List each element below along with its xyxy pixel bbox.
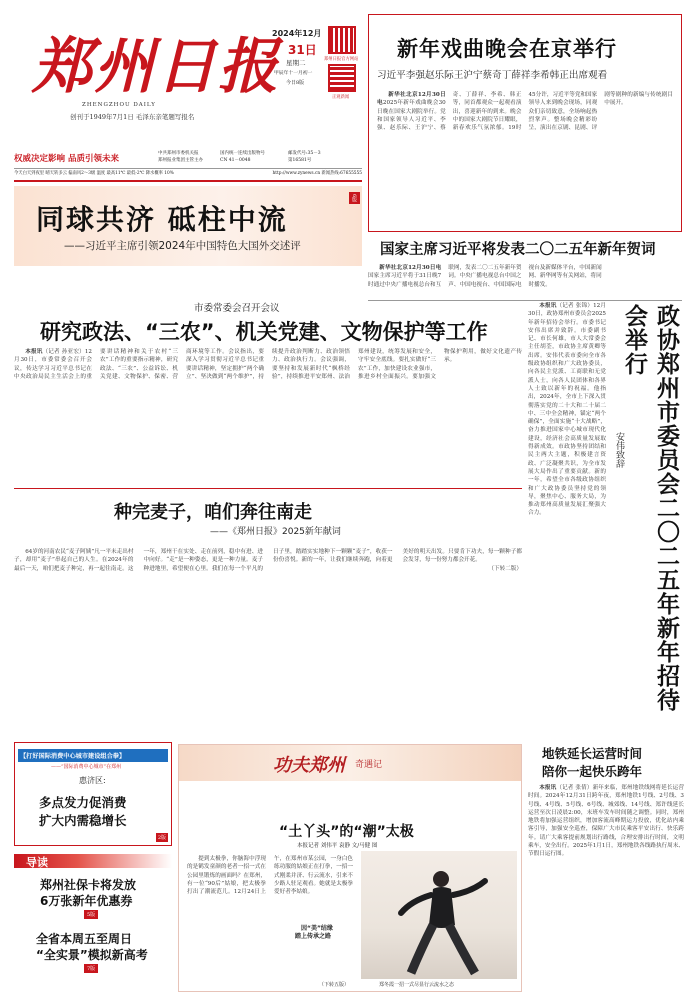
guide-item-1[interactable]: 郑州社保卡将发放: [40, 878, 137, 892]
weather-text: 今天白天到夜里 晴天转多云 偏南风2～3级 温度 最高11℃ 最低-2℃ 降水概率 10%: [14, 171, 174, 176]
metro-headline[interactable]: 地铁延长运营时间: [542, 746, 643, 761]
greeting-body: [368, 264, 682, 296]
meeting-body-text: （记者 孙亚宏）12月30日，市委常委会召开会议，传达学习习近平总书记在中央政治局民主生活会上的重要讲话精神和关于农村“三农”工作的重要指示精神，研究政法、“三农”、公益诉讼、机关党建、文物保护、保密、营商环境等工作。会议指出，要深入学习贯彻习近平总书记重要讲话精神，坚定拥护“两个确立”、坚决做到“两个维护”，持续提升政治判断力、政治领悟力、政治执行力。会议强调，要坚持和发展新时代“枫桥经验”，持续推进平安郑州、法治郑州建设，统筹发展和安全，守牢安全底线。要扎实做好“三农”工作，加快建设农业强市，推进乡村全面振兴。要加强文物保护利用，做好文化遗产传承。: [14, 349, 522, 380]
metro-story[interactable]: [528, 744, 684, 992]
website-text[interactable]: http://www.zynews.cn 新闻热线:67655555: [272, 171, 362, 176]
page-count: 今日8版: [286, 80, 305, 86]
guide-item-1b[interactable]: 6万张新年优惠券: [40, 894, 133, 908]
qr-caption-website: 郑州日报官方网站: [324, 57, 359, 62]
gala-body: [377, 91, 673, 225]
promo-box[interactable]: [14, 742, 172, 846]
gala-body-text: 2025年新年戏曲晚会30日晚在国家大剧院举行。党和国家领导人习近平、李强、赵乐际、王沪宁、蔡奇、丁薛祥、李希、韩正等，同首都观众一起观看演出，喜迎新年的到来。晚会中的国家大剧院节日耀眼，新春欢乐气氛浓郁。19时45分许，习近平等党和国家领导人来到晚会现场，同观众们亲切致意，全场响起热烈掌声。整场晚会精彩纷呈，演出在京剧、昆剧、评剧等剧种的新编与传统剧目中展开。: [377, 92, 673, 132]
greeting-headline[interactable]: 国家主席习近平将发表二〇二五年新年贺词: [380, 242, 656, 258]
qr-code-website[interactable]: [328, 26, 356, 54]
kungfu-banner: [179, 745, 521, 781]
qr-code-app[interactable]: [328, 64, 356, 92]
metro-body: [528, 784, 684, 990]
unity-headline[interactable]: 同球共济 砥柱中流: [36, 203, 288, 236]
gala-lead: 新华社北京12月30日电: [377, 92, 446, 107]
meeting-lead: 本报讯: [25, 349, 43, 355]
publisher-2: 郑州报业集团主管主办: [158, 158, 203, 163]
kungfu-caption: 郑冬霞一招一式尽显行云流水之态: [379, 982, 455, 988]
wheat-headline[interactable]: 种完麦子，咱们奔往南走: [114, 502, 312, 523]
issue-number: 第16581号: [288, 158, 312, 163]
meeting-body: [14, 348, 522, 472]
post-code: 邮发代号:35－3: [288, 151, 321, 156]
weekday: 星期二: [286, 59, 306, 67]
logo: 郑州日报: [32, 32, 280, 102]
greeting-story[interactable]: [368, 236, 682, 298]
weather-bar: [14, 170, 362, 179]
metro-lead: 本报讯: [539, 785, 557, 791]
meeting-kicker: 市委常委会召开会议: [194, 303, 280, 314]
metro-subhead[interactable]: 陪你一起快乐跨年: [542, 764, 643, 779]
kungfu-subhead-2: 踏上传承之路: [295, 933, 332, 940]
guide-item-2[interactable]: 全省本周五至周日: [36, 932, 133, 946]
kungfu-subhead-1: 因“美”结缘: [301, 925, 333, 932]
guide-item-1-page[interactable]: 5版: [84, 910, 98, 919]
cppcc-headline[interactable]: 政协郑州市委员会二〇二五年新年招待会举行: [621, 304, 679, 712]
guide-box: [14, 850, 172, 990]
wheat-continued: （下转二版）: [488, 565, 522, 572]
gala-headline[interactable]: 新年戏曲晚会在京举行: [397, 37, 617, 61]
cppcc-lead: 本报讯: [539, 303, 557, 309]
unity-page-tag[interactable]: 6版: [349, 192, 360, 204]
date-year: 2024年12月: [272, 29, 322, 38]
cppcc-body: [528, 302, 606, 738]
gala-story[interactable]: [368, 14, 682, 232]
promo-page-tag[interactable]: 2版: [157, 835, 166, 841]
guide-item-2-page[interactable]: 7版: [84, 964, 98, 973]
cppcc-story[interactable]: [528, 300, 684, 740]
unity-banner[interactable]: [14, 186, 362, 266]
kungfu-photo[interactable]: [361, 851, 517, 979]
kungfu-body: [187, 855, 353, 989]
unity-subhead: ——习近平主席引领2024年中国特色大国外交述评: [64, 240, 301, 252]
promo-line-1[interactable]: 多点发力促消费: [39, 795, 127, 810]
wheat-subhead: ——《郑州日报》2025新年献词: [210, 527, 341, 537]
logo-english: ZHENGZHOU DAILY: [82, 102, 156, 108]
kungfu-episode[interactable]: “土丫头”的“潮”太极: [279, 824, 414, 840]
kungfu-body-text: 提到太极拳，你脑海中浮现的是鹤发童颜的老者一招一式在公园里锻炼的画面吗？在郑州，有一位“90后”姑娘，把太极拳打出了潮流范儿。12月24日上午，在郑州市某公园，一身白色练功服的姑娘正在打拳，一招一式刚柔并济、行云流水，引来不少路人驻足观看。她就是太极拳爱好者李姑娘。: [187, 856, 353, 896]
cn-number: 国内统一连续出版物号: [220, 151, 265, 156]
publisher-1: 中共郑州市委机关报: [158, 151, 199, 156]
cppcc-body-text: （记者 张锦）12月30日，政协郑州市委员会2025年新年招待会举行。市委书记安伟出席并致辞。市委副书记、市长何雄，市人大常委会主任胡荃，市政协主席黄卿等出席。安伟代表市委向全市各级政协组织和广大政协委员，向各民主党派、工商联和无党派人士，向各人民团体和各界人士致以新年的祝福。他指出，2024年，全市上下深入贯彻落实党的二十大和二十届二中、三中全会精神，锚定“两个确保”，全面实施“十大战略”，奋力推进国家中心城市现代化建设，经济社会高质量发展取得新成效。市政协坚持团结和民主两大主题，积极建言资政、广泛凝聚共识，为全市发展大局作出了重要贡献。新的一年，希望全市各级政协组织和广大政协委员坚持党的领导，聚焦中心、服务大局，为推动郑州高质量发展汇聚强大合力。: [528, 303, 606, 517]
kungfu-story[interactable]: [178, 744, 522, 992]
date-day: 31日: [288, 43, 317, 57]
guide-item-2b[interactable]: “全实景”模拟新高考: [36, 948, 148, 962]
promo-district: 惠济区:: [79, 776, 106, 785]
promo-badge-sub: ——“国际消费中心城市”在郑州: [51, 764, 122, 770]
founded-line: 创刊于1949年7月1日 毛泽东亲笔题写报名: [70, 113, 195, 121]
lunar-date: 甲辰年十一月初一: [274, 71, 313, 76]
wheat-body-text: 64岁的河南农民“麦子阿姨”凡一平未走出村子，却用“麦子”串起自己的人生。在2024年的最后一天，咱们把麦子种完，再一起往南走。这一年，郑州干在实处、走在前列，稳中有进、进中向好。“走”是一种姿态，更是一种力量。麦子种进地里，希望便在心里。我们在每一个平凡的日子里，踏踏实实地种下一颗颗“麦子”，收获一份份喜悦。新的一年，让我们继续奔跑，向着更美好的明天出发。只要肯下功夫，每一颗种子都会发芽，每一份努力都会开花。: [14, 549, 522, 572]
meeting-story[interactable]: [14, 300, 522, 484]
promo-line-2[interactable]: 扩大内需稳增长: [39, 813, 127, 828]
wheat-body: [14, 548, 522, 734]
taichi-figure-icon: [361, 851, 517, 979]
metro-body-text: （记者 张倩）新年来临，郑州地铁线网将延长运营时间。2024年12月31日跨年夜，郑州地铁1号线、2号线、3号线、4号线、5号线、6号线、城郊线、14号线、郑许线延长运营至次日凌晨2:00，末班车发车时间随之调整。同时，郑州地铁将加强运营组织，增加客流高峰期运力投放，优化站内乘客引导，加强安全巡查，保障广大市民乘客平安出行、快乐跨年。请广大乘客提前规划出行路线，合理安排出行时间，文明乘车，安全出行。2025年1月1日，郑州地铁各线路执行周末、节假日运行图。: [528, 785, 684, 858]
meeting-headline[interactable]: 研究政法、“三农”、机关党建、文物保护等工作: [40, 320, 488, 344]
cppcc-byline: 安伟致辞: [614, 432, 624, 468]
masthead: [10, 14, 362, 162]
kungfu-continued: （下转五版）: [319, 982, 350, 988]
kungfu-byline: 本报记者 刘伟平 袁静 文/马健 图: [297, 843, 378, 849]
qr-caption-app: 正观新闻: [332, 95, 350, 100]
kungfu-banner-title: 功夫郑州: [273, 755, 345, 776]
guide-title: 导读: [26, 856, 48, 869]
gala-subhead: 习近平李强赵乐际王沪宁蔡奇丁薛祥李希韩正出席观看: [377, 70, 608, 81]
cn-code: CN 41－0048: [220, 158, 251, 163]
greeting-lead: 新华社北京12月30日电: [379, 265, 442, 271]
promo-badge: 【打好国际消费中心城市建设组合拳】: [18, 749, 168, 762]
slogan: 权威决定影响 品质引领未来: [14, 154, 119, 164]
slogan-strip: [14, 150, 362, 168]
wheat-story[interactable]: [14, 492, 522, 738]
kungfu-banner-sub: 奇遇记: [355, 760, 383, 770]
greeting-body-text: 国家主席习近平将于31日晚7时通过中央广播电视总台和互联网，发表二〇二五年新年贺词。中央广播电视总台中国之声、中国电视台、中国国际电视台及新媒体平台，中国新闻网、新华网等有关网站，将同时播发。: [368, 265, 602, 288]
